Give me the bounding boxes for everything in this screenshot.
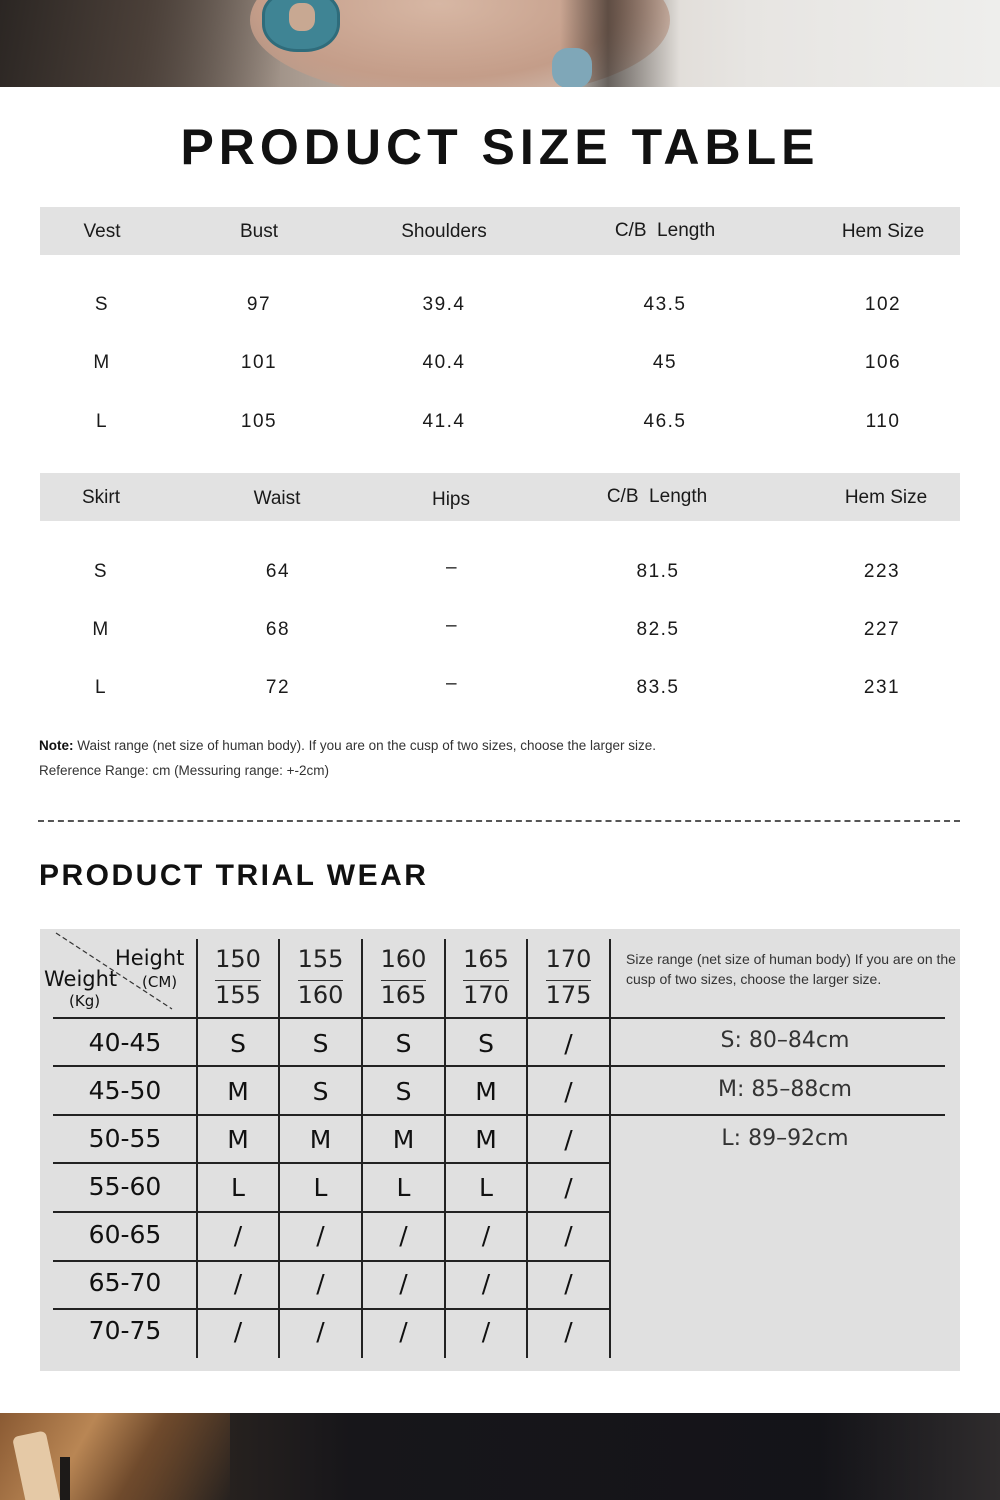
vest-cell: 110 bbox=[865, 411, 901, 432]
height-bottom: 165 bbox=[380, 981, 427, 1009]
row-divider bbox=[53, 1017, 945, 1019]
bottom-photo bbox=[0, 1413, 1000, 1500]
skirt-cell: 227 bbox=[863, 619, 901, 640]
size-value: L bbox=[313, 1173, 328, 1202]
size-value: S bbox=[395, 1029, 412, 1058]
weight-label: 60-65 bbox=[88, 1220, 162, 1249]
size-value: S bbox=[312, 1077, 329, 1106]
size-value: / bbox=[316, 1317, 325, 1346]
vest-cell: 39.4 bbox=[422, 294, 466, 315]
weight-label: 55-60 bbox=[88, 1172, 162, 1201]
row-divider bbox=[53, 1308, 611, 1310]
vest-cell: S bbox=[94, 294, 110, 315]
size-value: / bbox=[233, 1317, 243, 1346]
vest-cell: 105 bbox=[240, 411, 278, 432]
size-value: / bbox=[564, 1317, 573, 1346]
vest-header-hem-size: Hem Size bbox=[841, 221, 925, 242]
vest-cell: 41.4 bbox=[422, 411, 466, 432]
skirt-header-hem-size: Hem Size bbox=[844, 487, 928, 508]
weight-label: 70-75 bbox=[88, 1316, 162, 1345]
size-value: M bbox=[309, 1125, 332, 1154]
vest-header-vest: Vest bbox=[83, 221, 121, 242]
skirt-cell: 82.5 bbox=[636, 619, 680, 640]
size-value: S bbox=[478, 1029, 494, 1058]
row-divider bbox=[53, 1260, 611, 1262]
height-bottom: 160 bbox=[297, 981, 344, 1009]
vest-cell: M bbox=[93, 352, 111, 373]
skirt-cell: – bbox=[445, 673, 459, 694]
size-value: / bbox=[564, 1173, 573, 1202]
skirt-cell: 72 bbox=[265, 677, 291, 698]
size-value: / bbox=[481, 1317, 491, 1346]
skirt-cell: 68 bbox=[265, 619, 291, 640]
height-bottom: 155 bbox=[215, 981, 261, 1009]
vest-cell: 97 bbox=[246, 294, 272, 315]
earring-right bbox=[552, 48, 592, 87]
height-col-3 bbox=[363, 941, 444, 1013]
fabric-shade bbox=[820, 1413, 1000, 1500]
size-value: M bbox=[475, 1077, 497, 1106]
height-col-4 bbox=[446, 941, 526, 1013]
range-l: L: 89–92cm bbox=[721, 1126, 849, 1151]
weight-label: 40-45 bbox=[88, 1028, 162, 1057]
range-note: Size range (net size of human body) If you are on the cusp of two sizes, choose the larger size. bbox=[626, 951, 956, 987]
vest-header-bust: Bust bbox=[239, 221, 279, 242]
vest-cell: 45 bbox=[652, 352, 678, 373]
corner-kg: (Kg) bbox=[69, 992, 101, 1010]
note-label: Note: bbox=[39, 738, 74, 753]
height-col-2 bbox=[280, 941, 361, 1013]
skirt-cell: 83.5 bbox=[636, 677, 680, 698]
range-m: M: 85–88cm bbox=[718, 1077, 852, 1102]
height-top: 165 bbox=[463, 945, 509, 973]
skirt-cell: L bbox=[94, 677, 108, 698]
size-note bbox=[39, 738, 656, 753]
weight-label: 50-55 bbox=[88, 1124, 162, 1153]
size-value: / bbox=[233, 1269, 243, 1298]
height-bottom: 175 bbox=[545, 981, 592, 1009]
corner-height: Height bbox=[115, 946, 185, 970]
size-value: / bbox=[564, 1269, 573, 1298]
height-top: 170 bbox=[545, 945, 592, 973]
size-value: / bbox=[316, 1269, 325, 1298]
weight-label: 65-70 bbox=[88, 1268, 162, 1297]
vest-cell: 101 bbox=[240, 352, 278, 373]
page-title: PRODUCT SIZE TABLE bbox=[180, 119, 820, 175]
vest-cell: 102 bbox=[864, 294, 902, 315]
height-top: 150 bbox=[215, 945, 261, 973]
size-value: M bbox=[227, 1125, 249, 1154]
reference-range: Reference Range: cm (Messuring range: +-2cm) bbox=[39, 763, 329, 778]
top-photo bbox=[0, 0, 1000, 87]
size-value: L bbox=[479, 1173, 493, 1202]
row-divider bbox=[53, 1162, 611, 1164]
skirt-header-waist: Waist bbox=[253, 488, 301, 509]
vest-cell: 46.5 bbox=[643, 411, 687, 432]
row-divider bbox=[53, 1065, 945, 1067]
weight-label: 45-50 bbox=[88, 1076, 162, 1105]
size-value: / bbox=[564, 1221, 573, 1250]
height-col-5 bbox=[528, 941, 609, 1013]
corner-weight: Weight bbox=[44, 967, 118, 991]
vest-cell: 106 bbox=[864, 352, 902, 373]
skirt-cell: 81.5 bbox=[636, 561, 680, 582]
size-value: M bbox=[227, 1077, 249, 1106]
size-value: / bbox=[564, 1125, 573, 1154]
trial-wear-table bbox=[40, 929, 960, 1371]
size-value: / bbox=[481, 1269, 491, 1298]
size-value: M bbox=[392, 1125, 415, 1154]
skirt-cell: 223 bbox=[863, 561, 901, 582]
vest-cell: 40.4 bbox=[422, 352, 466, 373]
size-value: / bbox=[564, 1029, 573, 1058]
size-value: / bbox=[399, 1221, 408, 1250]
row-divider bbox=[53, 1211, 611, 1213]
size-value: S bbox=[312, 1029, 329, 1058]
hair-shadow bbox=[0, 0, 280, 87]
size-value: / bbox=[564, 1077, 573, 1106]
skirt-cell: 231 bbox=[863, 677, 901, 698]
skirt-cell: – bbox=[445, 615, 459, 636]
note-text: Waist range (net size of human body). If you are on the cusp of two sizes, choose the larger size. bbox=[73, 738, 657, 753]
skirt-header-cb-length: C/B Length bbox=[606, 486, 708, 507]
range-s: S: 80–84cm bbox=[720, 1028, 850, 1053]
size-value: L bbox=[396, 1173, 411, 1202]
vest-cell: L bbox=[95, 411, 109, 432]
trial-wear-title: PRODUCT TRIAL WEAR bbox=[39, 859, 429, 892]
size-value: / bbox=[316, 1221, 325, 1250]
height-bottom: 170 bbox=[463, 981, 509, 1009]
size-value: / bbox=[233, 1221, 243, 1250]
bag-strap-shadow bbox=[60, 1457, 70, 1500]
earring-left bbox=[262, 0, 340, 52]
skirt-header-skirt: Skirt bbox=[82, 487, 120, 508]
vest-header-cb-length: C/B Length bbox=[614, 220, 716, 241]
skirt-header-hips: Hips bbox=[431, 489, 470, 510]
size-value: / bbox=[399, 1269, 408, 1298]
size-value: S bbox=[230, 1029, 246, 1058]
size-value: S bbox=[395, 1077, 412, 1106]
vest-header-shoulders: Shoulders bbox=[401, 221, 487, 242]
skirt-cell: 64 bbox=[265, 561, 291, 582]
height-top: 160 bbox=[380, 945, 427, 973]
size-value: M bbox=[475, 1125, 497, 1154]
skirt-cell: M bbox=[92, 619, 110, 640]
vest-cell: 43.5 bbox=[643, 294, 687, 315]
size-value: / bbox=[399, 1317, 408, 1346]
size-value: / bbox=[481, 1221, 491, 1250]
skirt-cell: – bbox=[445, 557, 459, 578]
height-top: 155 bbox=[297, 945, 344, 973]
corner-cm: (CM) bbox=[142, 973, 178, 991]
section-divider bbox=[38, 820, 960, 822]
row-divider bbox=[53, 1114, 945, 1116]
size-value: L bbox=[231, 1173, 245, 1202]
skirt-cell: S bbox=[93, 561, 109, 582]
height-col-1 bbox=[198, 941, 278, 1013]
